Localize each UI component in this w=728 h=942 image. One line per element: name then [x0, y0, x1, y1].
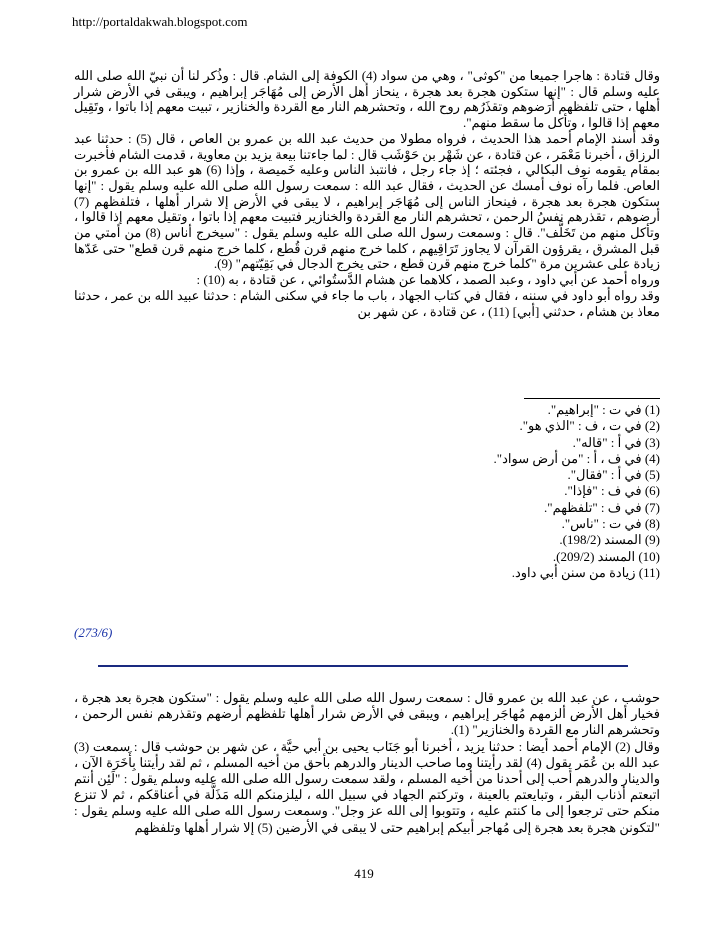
- footnote: (6) في ف : "فإذا".: [564, 483, 660, 499]
- footnote: (11) زيادة من سنن أبي داود.: [511, 564, 660, 580]
- footnote: (9) المسند (198/2).: [559, 532, 660, 548]
- main-text: [74, 68, 660, 319]
- paragraph: حوشب ، عن عبد الله بن عمرو قال : سمعت رسول الله صلى الله عليه وسلم يقول : "ستكون هجرة بعد هجرة ، فخيار أهل الأرض ألزمهم مُهاجَر إبراهيم ، ويبقى في الأرض شرار أهلها تلفظهم أرضهم وتقذرهم نفس الرحمن ، وتحشرهم النار مع القردة والخنازير" (1).: [74, 690, 660, 738]
- footnote: (1) في ت : "إبراهيم".: [547, 402, 660, 417]
- footnote-divider: [524, 398, 660, 399]
- source-url: http://portaldakwah.blogspot.com: [72, 14, 248, 29]
- paragraph: ورواه أحمد عن أبي داود ، وعبد الصمد ، كلاهما عن هشام الدَّستُوائي ، عن قتادة ، به (10) :: [196, 272, 660, 288]
- footnote: (10) المسند (209/2).: [552, 548, 660, 564]
- volume-page-reference: (273/6): [74, 625, 113, 640]
- footnotes: [494, 402, 660, 581]
- footnote: (4) في ف ، أ : "من أرض سواد".: [493, 450, 660, 466]
- footnote: (3) في أ : "قاله".: [572, 434, 660, 450]
- page-number: 419: [354, 866, 374, 881]
- continued-text: [74, 690, 660, 836]
- footnote: (5) في أ : "فقال".: [567, 467, 660, 483]
- paragraph: وقد رواه أبو داود في سننه ، فقال في كتاب الجهاد ، باب ما جاء في سكنى الشام : حدثنا عبيد الله بن عمر ، حدثنا معاذ بن هشام ، حدثني [أبي] (11) ، عن قتادة ، عن شهر بن: [74, 287, 660, 319]
- paragraph: وقال قتادة : هاجرا جميعا من "كوثى" ، وهي من سواد (4) الكوفة إلى الشام. قال : وذُكر لنا أن نبيّ الله صلى الله عليه وسلم قال : "إنها ستكون هجرة بعد هجرة ، ينحاز أهل الأرض إلى مُهَاجَر إبراهيم ، ويبقى في الأرض شرار أهلها ، حتى تلفظهم أرَضوهم وتقذَرُهم روح الله ، وتحشرهم النار مع القردة والخنازير ، تبيت معهم إذا باتوا ، وتَقِيل معهم إذا قالوا ، وتأكل ما سقط منهم".: [74, 68, 660, 131]
- footnote: (7) في ف : "تلفظهم".: [544, 499, 660, 515]
- footnote: (8) في ت : "ناس".: [561, 516, 660, 532]
- paragraph: وقال (2) الإمام أحمد أيضا : حدثنا يزيد ، أخبرنا أبو جَنَاب يحيى بن أبي حيَّة ، عن شهر بن حوشب قال : سمعت (3) عبد الله بن عُمَر يقول (4) لقد رأيتنا وما صاحب الدينار والدرهم بأحق من أخيه المسلم ، ثم لقد رأيتنا بِأَخَرَة الآن ، والدينار والدرهم أحب إلى أحدنا من أخيه المسلم ، ولقد سمعت رسول الله صلى الله عليه وسلم يقول : "لَئِن أنتم اتبعتم أذناب البقر ، وتبايعتم بالعينة ، وتركتم الجهاد في سبيل الله ، ليلزمنكم الله مَذَلَّة في أعناقكم ، ثم لا تنزع منكم حتى ترجعوا إلى ما كنتم عليه ، وتتوبوا إلى الله عز وجل". وسمعت رسول الله صلى الله عليه وسلم يقول : "لتكونن هجرة بعد هجرة إلى مُهاجر أبيكم إبراهيم حتى لا يبقى في الأرضين (5) إلا شرار أهلها وتلفظهم: [74, 738, 661, 835]
- section-divider: [98, 665, 628, 667]
- paragraph: وقد أسند الإمام أحمد هذا الحديث ، فرواه مطولا من حديث عبد الله بن عمرو بن العاص ، قال (5) : حدثنا عبد الرزاق ، أخبرنا مَعْمَر ، عن قتادة ، عن شَهْر بن حَوْشَب قال : لما جاءتنا بيعة يزيد بن معاوية ، قدمت الشام فأخبرت بمقام يقومه نوف البكالي ، فجئته ؛ إذ جاء رجل ، فانتبذ الناس وعليه خَميصة ، وإذا (6) هو عبد الله بن عمرو بن العاص. فلما رآه نوف أمسك عن الحديث ، فقال عبد الله : سمعت رسول الله صلى الله عليه وسلم يقول : "إنها ستكون هجرة بعد هجرة ، فينحاز الناس إلى مُهَاجَر إبراهيم ، لا يبقى في الأرض إلا شرار أهلها ، فتلفظهم (7) أرضوهم ، تقذرهم نفسُ الرحمن ، تحشرهم النار مع القردة والخنازير فتبيت معهم إذا باتوا ، وتقيل معهم إذا قالوا ، وتأكل منهم من تَخَلَّف". قال : وسمعت رسول الله صلى الله عليه وسلم يقول : "سيخرج أناس (8) من أمتي من قبل المشرق ، يقرؤون القرآن لا يجاوز تَرَاقِيهم ، كلما خرج منهم قرن قُطع ، كلما خرج منهم قرن قطع" حتى عَدّها زيادة على عشرين مرة "كلما خرج منهم قرن قطع ، حتى يخرج الدجال في بَقِيّتهم" (9).: [74, 130, 660, 272]
- footnote: (2) في ت ، ف : "الذي هو".: [519, 418, 660, 434]
